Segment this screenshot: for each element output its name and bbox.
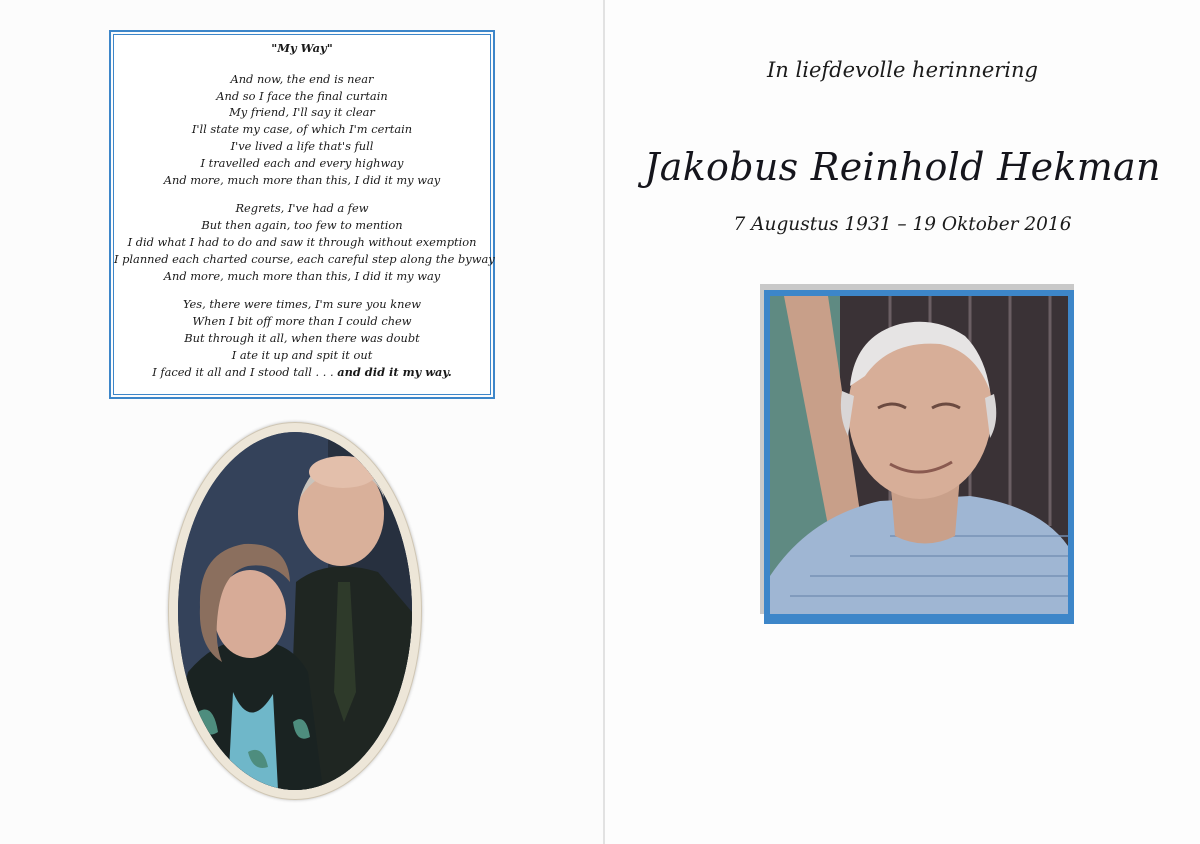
poem-last-line-bold: and did it my way.	[337, 364, 452, 379]
poem-line: I'll state my case, of which I'm certain	[191, 122, 413, 137]
poem-box	[113, 34, 495, 395]
poem-last-line	[114, 364, 490, 381]
poem-line: Regrets, I've had a few	[235, 201, 369, 216]
couple-photo-illustration	[178, 432, 412, 790]
life-dates: 7 Augustus 1931 – 19 Oktober 2016	[733, 214, 1072, 235]
portrait-photo	[770, 296, 1068, 614]
couple-photo	[178, 432, 412, 790]
poem-stanza-1	[114, 71, 490, 189]
poem-line: But through it all, when there was doubt	[184, 330, 420, 345]
oval-photo-frame	[168, 422, 422, 800]
poem-line: My friend, I'll say it clear	[229, 105, 375, 120]
portrait-illustration	[770, 296, 1068, 614]
portrait-frame	[764, 290, 1074, 624]
poem-line: Yes, there were times, I'm sure you knew	[183, 297, 421, 312]
deceased-name: Jakobus Reinhold Hekman	[644, 145, 1161, 189]
poem-line: And now, the end is near	[230, 71, 374, 86]
poem-title: "My Way"	[271, 41, 333, 55]
poem-stanza-3	[114, 296, 490, 380]
poem-line: But then again, too few to mention	[201, 218, 403, 233]
memorial-intro: In liefdevolle herinnering	[767, 58, 1038, 82]
poem-line: And more, much more than this, I did it my way	[163, 268, 441, 283]
poem-line: And more, much more than this, I did it my way	[163, 172, 441, 187]
poem-line: I ate it up and spit it out	[231, 347, 373, 362]
poem-line: I planned each charted course, each careful step along the byway	[114, 251, 495, 266]
poem-last-line-plain: I faced it all and I stood tall . . .	[152, 364, 338, 379]
poem-stanza-2	[114, 200, 495, 284]
poem-line: I travelled each and every highway	[200, 155, 404, 170]
poem-frame	[109, 30, 495, 399]
poem-line: I've lived a life that's full	[230, 138, 374, 153]
poem-line: When I bit off more than I could chew	[192, 314, 412, 329]
poem-line: And so I face the final curtain	[216, 88, 388, 103]
poem-line: I did what I had to do and saw it through without exemption	[127, 234, 477, 249]
